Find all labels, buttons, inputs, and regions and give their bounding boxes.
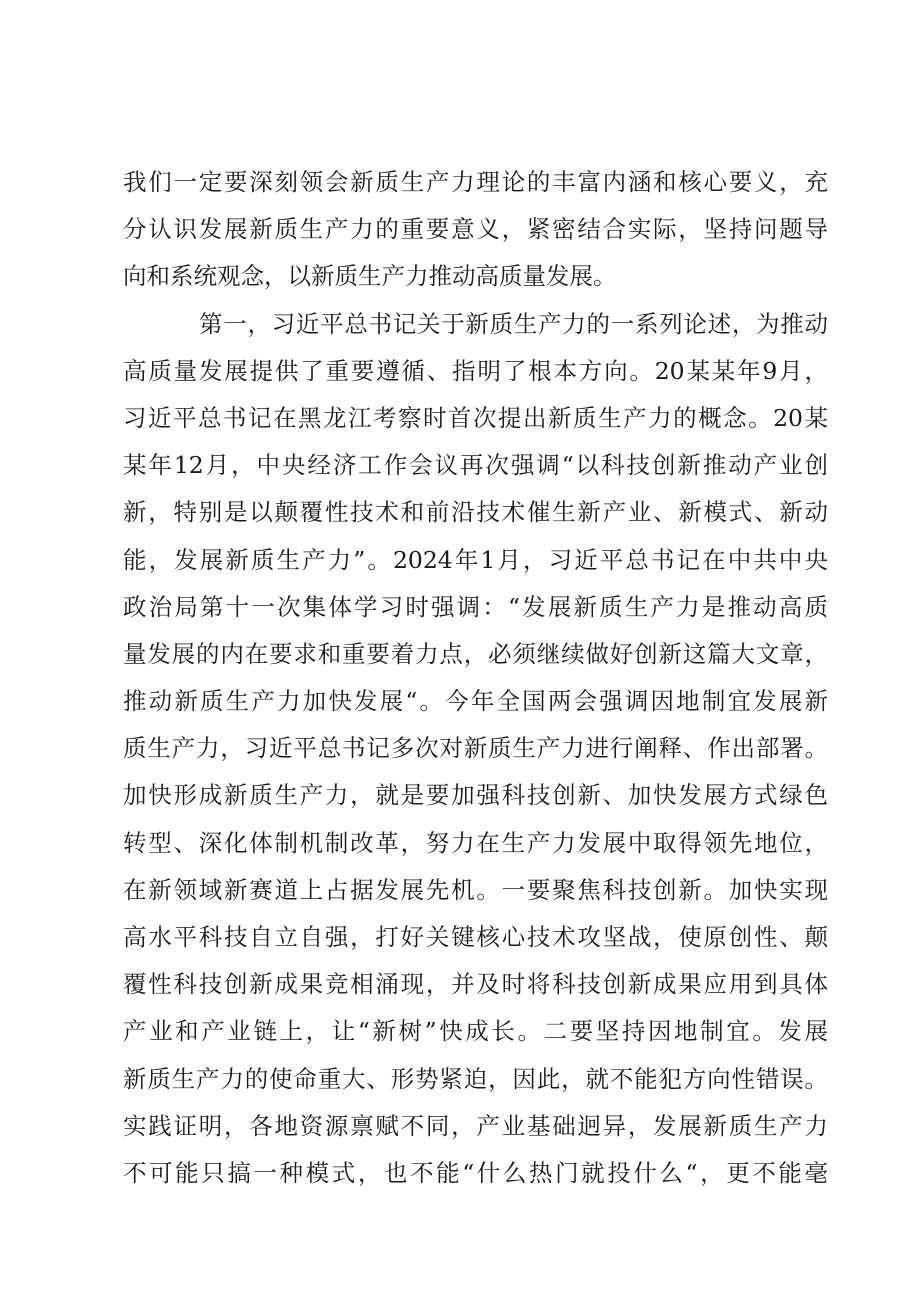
text-line: 我们一定要深刻领会新质生产力理论的丰富内涵和核心要义，充 — [123, 168, 828, 196]
text-line: 分认识发展新质生产力的重要意义，紧密结合实际，坚持问题导 — [123, 215, 828, 244]
text-line: 某年12月，中央经济工作会议再次强调“以科技创新推动产业创 — [123, 451, 828, 480]
text-line: 加快形成新质生产力，就是要加强科技创新、加快发展方式绿色 — [123, 781, 828, 810]
text-line: 实践证明，各地资源禀赋不同，产业基础迥异，发展新质生产力 — [123, 1111, 828, 1140]
text-line: 推动新质生产力加快发展“。今年全国两会强调因地制宜发展新 — [123, 687, 828, 716]
text-line: 量发展的内在要求和重要着力点，必须继续做好创新这篇大文章， — [123, 639, 828, 668]
text-line: 政治局第十一次集体学习时强调：“发展新质生产力是推动高质 — [123, 592, 828, 621]
text-line: 质生产力，习近平总书记多次对新质生产力进行阐释、作出部署。 — [123, 734, 828, 763]
text-line: 在新领域新赛道上占据发展先机。一要聚焦科技创新。加快实现 — [123, 875, 828, 904]
paragraph-first-line: 第一，习近平总书记关于新质生产力的一系列论述，为推动 — [199, 309, 828, 338]
text-line: 产业和产业链上，让“新树”快成长。二要坚持因地制宜。发展 — [123, 1017, 828, 1046]
text-line: 习近平总书记在黑龙江考察时首次提出新质生产力的概念。20某 — [123, 403, 828, 432]
text-line: 新质生产力的使命重大、形势紧迫，因此，就不能犯方向性错误。 — [123, 1064, 828, 1093]
text-line: 新，特别是以颠覆性技术和前沿技术催生新产业、新模式、新动 — [123, 498, 828, 527]
body-text — [123, 159, 828, 1197]
text-line: 高质量发展提供了重要遵循、指明了根本方向。20某某年9月， — [123, 356, 828, 385]
text-line: 高水平科技自立自强，打好关键核心技术攻坚战，使原创性、颠 — [123, 923, 828, 951]
text-line: 转型、深化体制机制改革，努力在生产力发展中取得领先地位， — [123, 828, 828, 857]
text-line: 能，发展新质生产力”。2024年1月，习近平总书记在中共中央 — [123, 545, 828, 574]
text-line: 向和系统观念，以新质生产力推动高质量发展。 — [123, 262, 617, 291]
text-line: 不可能只搞一种模式，也不能“什么热门就投什么“，更不能毫 — [123, 1158, 828, 1187]
text-line: 覆性科技创新成果竞相涌现，并及时将科技创新成果应用到具体 — [123, 970, 828, 999]
